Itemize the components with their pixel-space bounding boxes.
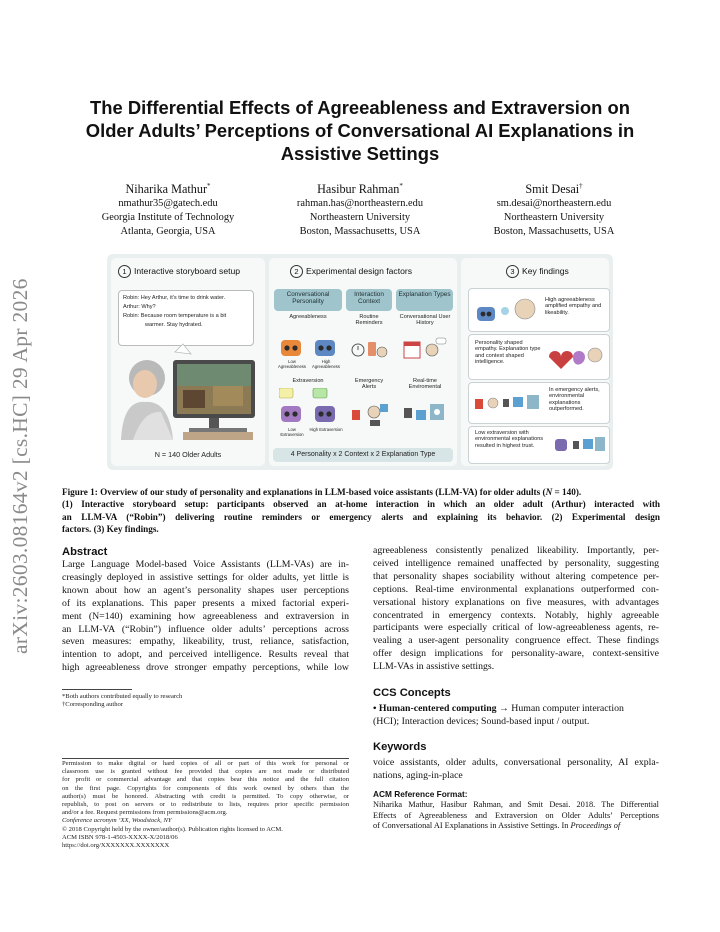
ccs-bullet: • (373, 703, 379, 714)
acm-reference (373, 789, 659, 832)
abstract-line: agreeableness consistently penalized likeability. Importantly, per- (373, 545, 659, 556)
title-line: Older Adults’ Perceptions of Conversational AI Explanations in (85, 120, 635, 141)
permission-notice (62, 760, 349, 850)
permission-line: author(s) must be honored. Abstracting with credit is permitted. To copy otherwise, or (62, 792, 349, 800)
footnote: *Both authors contributed equally to research (62, 693, 183, 700)
panel2-footer: 4 Personality x 2 Context x 2 Explanation Type (273, 448, 453, 462)
dialogue-line: warmer. Stay hydrated. (145, 322, 203, 328)
dialogue-line: Robin: Hey Arthur, it’s time to drink water. (123, 295, 226, 301)
caption-line-1 (62, 486, 660, 498)
caption-n: N (545, 487, 553, 497)
abstract-line: versational history explanations on five measures, with advantages (373, 596, 659, 608)
calendar-icon (402, 336, 448, 362)
extraversion-label: Extraversion (292, 378, 324, 384)
abstract-left (62, 545, 349, 675)
routine-label: Routine Reminders (355, 314, 383, 327)
author-location: Boston, Massachusetts, USA (493, 226, 615, 238)
emergency-label: Emergency Alerts (354, 378, 384, 391)
robot-icon (473, 295, 543, 325)
abstract-line: that personality shapes sociability without altering competence per- (373, 570, 659, 582)
panel3-title-text: Key findings (522, 266, 569, 276)
abstract-line: ceptions. Real-time environmental explanations outperformed con- (373, 583, 659, 595)
dialogue-bubble (118, 290, 254, 346)
author-email: sm.desai@northeastern.edu (496, 198, 612, 210)
finding-card (468, 426, 610, 464)
abstract-line: ceived intelligence remained unaffected by personality, suggesting (373, 557, 659, 569)
realtime-label: Real-time Enviromental (408, 378, 442, 391)
abstract-line: creasingly deployed in assistive settings for older adults, yet little is (62, 571, 349, 583)
paper-title (60, 96, 660, 165)
abstract-line: LLM-VAs in assistive settings. (373, 661, 495, 673)
robot-icon (553, 435, 607, 457)
footnote-rule (62, 689, 132, 690)
abstract-heading: Abstract (62, 546, 108, 558)
caption-line: factors. (3) Key findings. (62, 524, 159, 535)
abstract-line: known about how an agent’s personality shapes user perceptions (62, 584, 349, 596)
author-block-3 (459, 178, 649, 240)
environment-icon (402, 400, 448, 426)
finding-text: In emergency alerts, environmental explanations outperformed. (549, 387, 600, 413)
author-block-1 (73, 178, 263, 240)
author-name: Smit Desai (525, 182, 580, 197)
panel3-title (506, 265, 569, 278)
storyboard-illustration (113, 340, 263, 440)
permission-line: for profit or commercial advantage and that copies bear this notice and the full citation (62, 776, 349, 784)
abstract-line: offer design implications for personality-aware, context-sensitive (373, 648, 659, 660)
copyright-line: © 2018 Copyright held by the owner/author(s). Publication rights licensed to ACM. (62, 825, 283, 833)
abstract-right (373, 545, 659, 674)
acm-ref-line-3 (373, 821, 659, 832)
author-affiliation: Northeastern University (309, 212, 411, 224)
panel2-number: 2 (290, 265, 303, 278)
robot-icon (279, 336, 339, 360)
permission-line: and/or a fee. Request permissions from permissions@acm.org. (62, 809, 228, 817)
conference-line: Conference acronym ’XX, Woodstock, NY (62, 817, 172, 825)
agreeableness-label: Agreeableness (289, 314, 327, 320)
author-mark: * (207, 182, 211, 190)
acm-ref-line: Niharika Mathur, Hasibur Rahman, and Smit Desai. 2018. The Differential (373, 799, 659, 809)
robot-icon (279, 388, 339, 428)
abstract-line: ment (N=140) examining how agreeableness and extraversion in (62, 610, 349, 622)
abstract-line: vealing a user-agent personality congruence effect. These findings (373, 635, 659, 647)
author-location: Boston, Massachusetts, USA (299, 226, 421, 238)
footnote: †Corresponding author (62, 701, 123, 709)
title-line: The Differential Effects of Agreeableness and Extraversion on (90, 97, 630, 118)
acm-ref-text: of Conversational AI Explanations in Assistive Settings. In (373, 821, 571, 831)
keywords-section (373, 740, 659, 783)
abstract-line: intention to adopt, and perceived intelligence. Results reveal that (62, 649, 349, 661)
permission-line: on the first page. Copyrights for components of this work owned by others than the (62, 784, 349, 792)
panel1-footer: N = 140 Older Adults (154, 450, 222, 459)
panel2-title (290, 265, 412, 278)
ccs-heading: CCS Concepts (373, 687, 451, 699)
high-extra-label: High Extraversion (309, 427, 343, 432)
factor-explanation: Explanation Types (396, 289, 453, 311)
isbn-line: ACM ISBN 978-1-4503-XXXX-X/2018/06 (62, 833, 178, 841)
caption-line: (1) Interactive storyboard setup: participants observed an at-home interaction in which an older adult (Arthur) interacted with (62, 499, 660, 510)
caption-n-value: = 140). (552, 487, 582, 497)
acm-ref-italic: Proceedings of (570, 821, 621, 831)
footnotes (62, 693, 349, 709)
figure-caption (62, 486, 660, 536)
panel1-number: 1 (118, 265, 131, 278)
keywords-line: voice assistants, older adults, conversational personality, AI expla- (373, 757, 659, 768)
author-affiliation: Northeastern University (503, 212, 605, 224)
factor-context: Interaction Context (346, 289, 392, 311)
ccs-line (373, 703, 659, 716)
permission-line: Permission to make digital or hard copies of all or part of this work for personal or (62, 760, 349, 767)
dialogue-line: Robin: Because room temperature is a bit (123, 313, 227, 319)
alert-icon (350, 400, 390, 428)
ccs-section (373, 686, 659, 729)
title-line: Assistive Settings (280, 143, 440, 164)
acm-ref-heading: ACM Reference Format: (373, 789, 468, 799)
finding-text: Personality shaped empathy. Explanation type and context shaped intelligence. (475, 340, 541, 366)
reminder-icon (350, 336, 390, 362)
panel3-number: 3 (506, 265, 519, 278)
ccs-line-2: (HCI); Interaction devices; Sound-based input / output. (373, 715, 590, 727)
author-block-2 (265, 178, 455, 240)
arxiv-identifier-text: arXiv:2603.08164v2 [cs.HC] 29 Apr 2026 (8, 278, 32, 654)
panel1-title-text: Interactive storyboard setup (134, 266, 241, 276)
abstract-line: seven measures: empathy, likeability, trust, reliance, satisfaction, (62, 636, 349, 648)
acm-ref-line: Effects of Agreeableness and Extraversion on Older Adults’ Perceptions (373, 810, 659, 820)
author-name: Hasibur Rahman (317, 182, 400, 197)
finding-card (468, 382, 610, 424)
ccs-bold: Human-centered computing (378, 703, 497, 714)
alert-icon (473, 389, 545, 417)
keywords-heading: Keywords (373, 741, 427, 753)
author-mark: * (399, 182, 403, 190)
low-extra-label: Low Extraversion (280, 427, 304, 437)
finding-card (468, 288, 610, 332)
abstract-line: an LLM-VA (“Robin”) influence older adults’ perceptions across (62, 623, 349, 635)
brain-heart-icon (543, 341, 607, 373)
permission-line: classroom use is granted without fee provided that copies are not made or distributed (62, 768, 349, 776)
low-agree-label: Low Agreeableness (278, 359, 306, 369)
abstract-line: concentrated in emergency contexts. Notably, highly agreeable (373, 609, 659, 621)
doi-link[interactable]: https://doi.org/XXXXXXX.XXXXXXX (62, 842, 170, 850)
author-email: rahman.has@northeastern.edu (296, 198, 424, 210)
factor-personality: Conversational Personality (274, 289, 342, 311)
dialogue-line: Arthur: Why? (123, 304, 156, 310)
author-location: Atlanta, Georgia, USA (120, 226, 216, 238)
permission-line: republish, to post on servers or to redistribute to lists, requires prior specific permission (62, 801, 349, 809)
author-mark: † (579, 182, 583, 190)
finding-card (468, 334, 610, 380)
finding-text: High agreeableness amplified empathy and likeability. (545, 297, 602, 316)
panel2-title-text: Experimental design factors (306, 266, 413, 276)
caption-label: Figure 1: Overview of our study of personality and explanations in LLM-based voice assistants (LLM-VA) for older adults ( (62, 487, 546, 497)
abstract-line: of its explanations. This paper presents a mixed factorial experi- (62, 597, 349, 609)
panel1-title (118, 265, 240, 278)
author-email: nmathur35@gatech.edu (118, 198, 218, 210)
finding-text: Low extraversion with environmental explanations resulted in highest trust. (475, 430, 544, 449)
arxiv-identifier (8, 278, 32, 674)
high-agree-label: High Agreeableness (312, 359, 340, 369)
caption-line: an LLM-VA (“Robin”) delivering routine reminders or emergency alerts and explaining its behavior. (2) Experimental design (62, 511, 660, 522)
author-name: Niharika Mathur (125, 182, 208, 197)
history-label: Conversational User History (399, 314, 451, 327)
abstract-line: high agreeableness drove stronger empathy perceptions, while low (62, 662, 349, 674)
abstract-line: Large Language Model-based Voice Assistants (LLM-VAs) are in- (62, 559, 349, 570)
keywords-line: nations, aging-in-place (373, 769, 463, 781)
ccs-arrow-text: → Human computer interaction (496, 703, 624, 714)
permission-rule (62, 758, 349, 759)
author-affiliation: Georgia Institute of Technology (101, 212, 235, 224)
abstract-line: participants were especially critical of low-agreeableness agents, re- (373, 622, 659, 634)
